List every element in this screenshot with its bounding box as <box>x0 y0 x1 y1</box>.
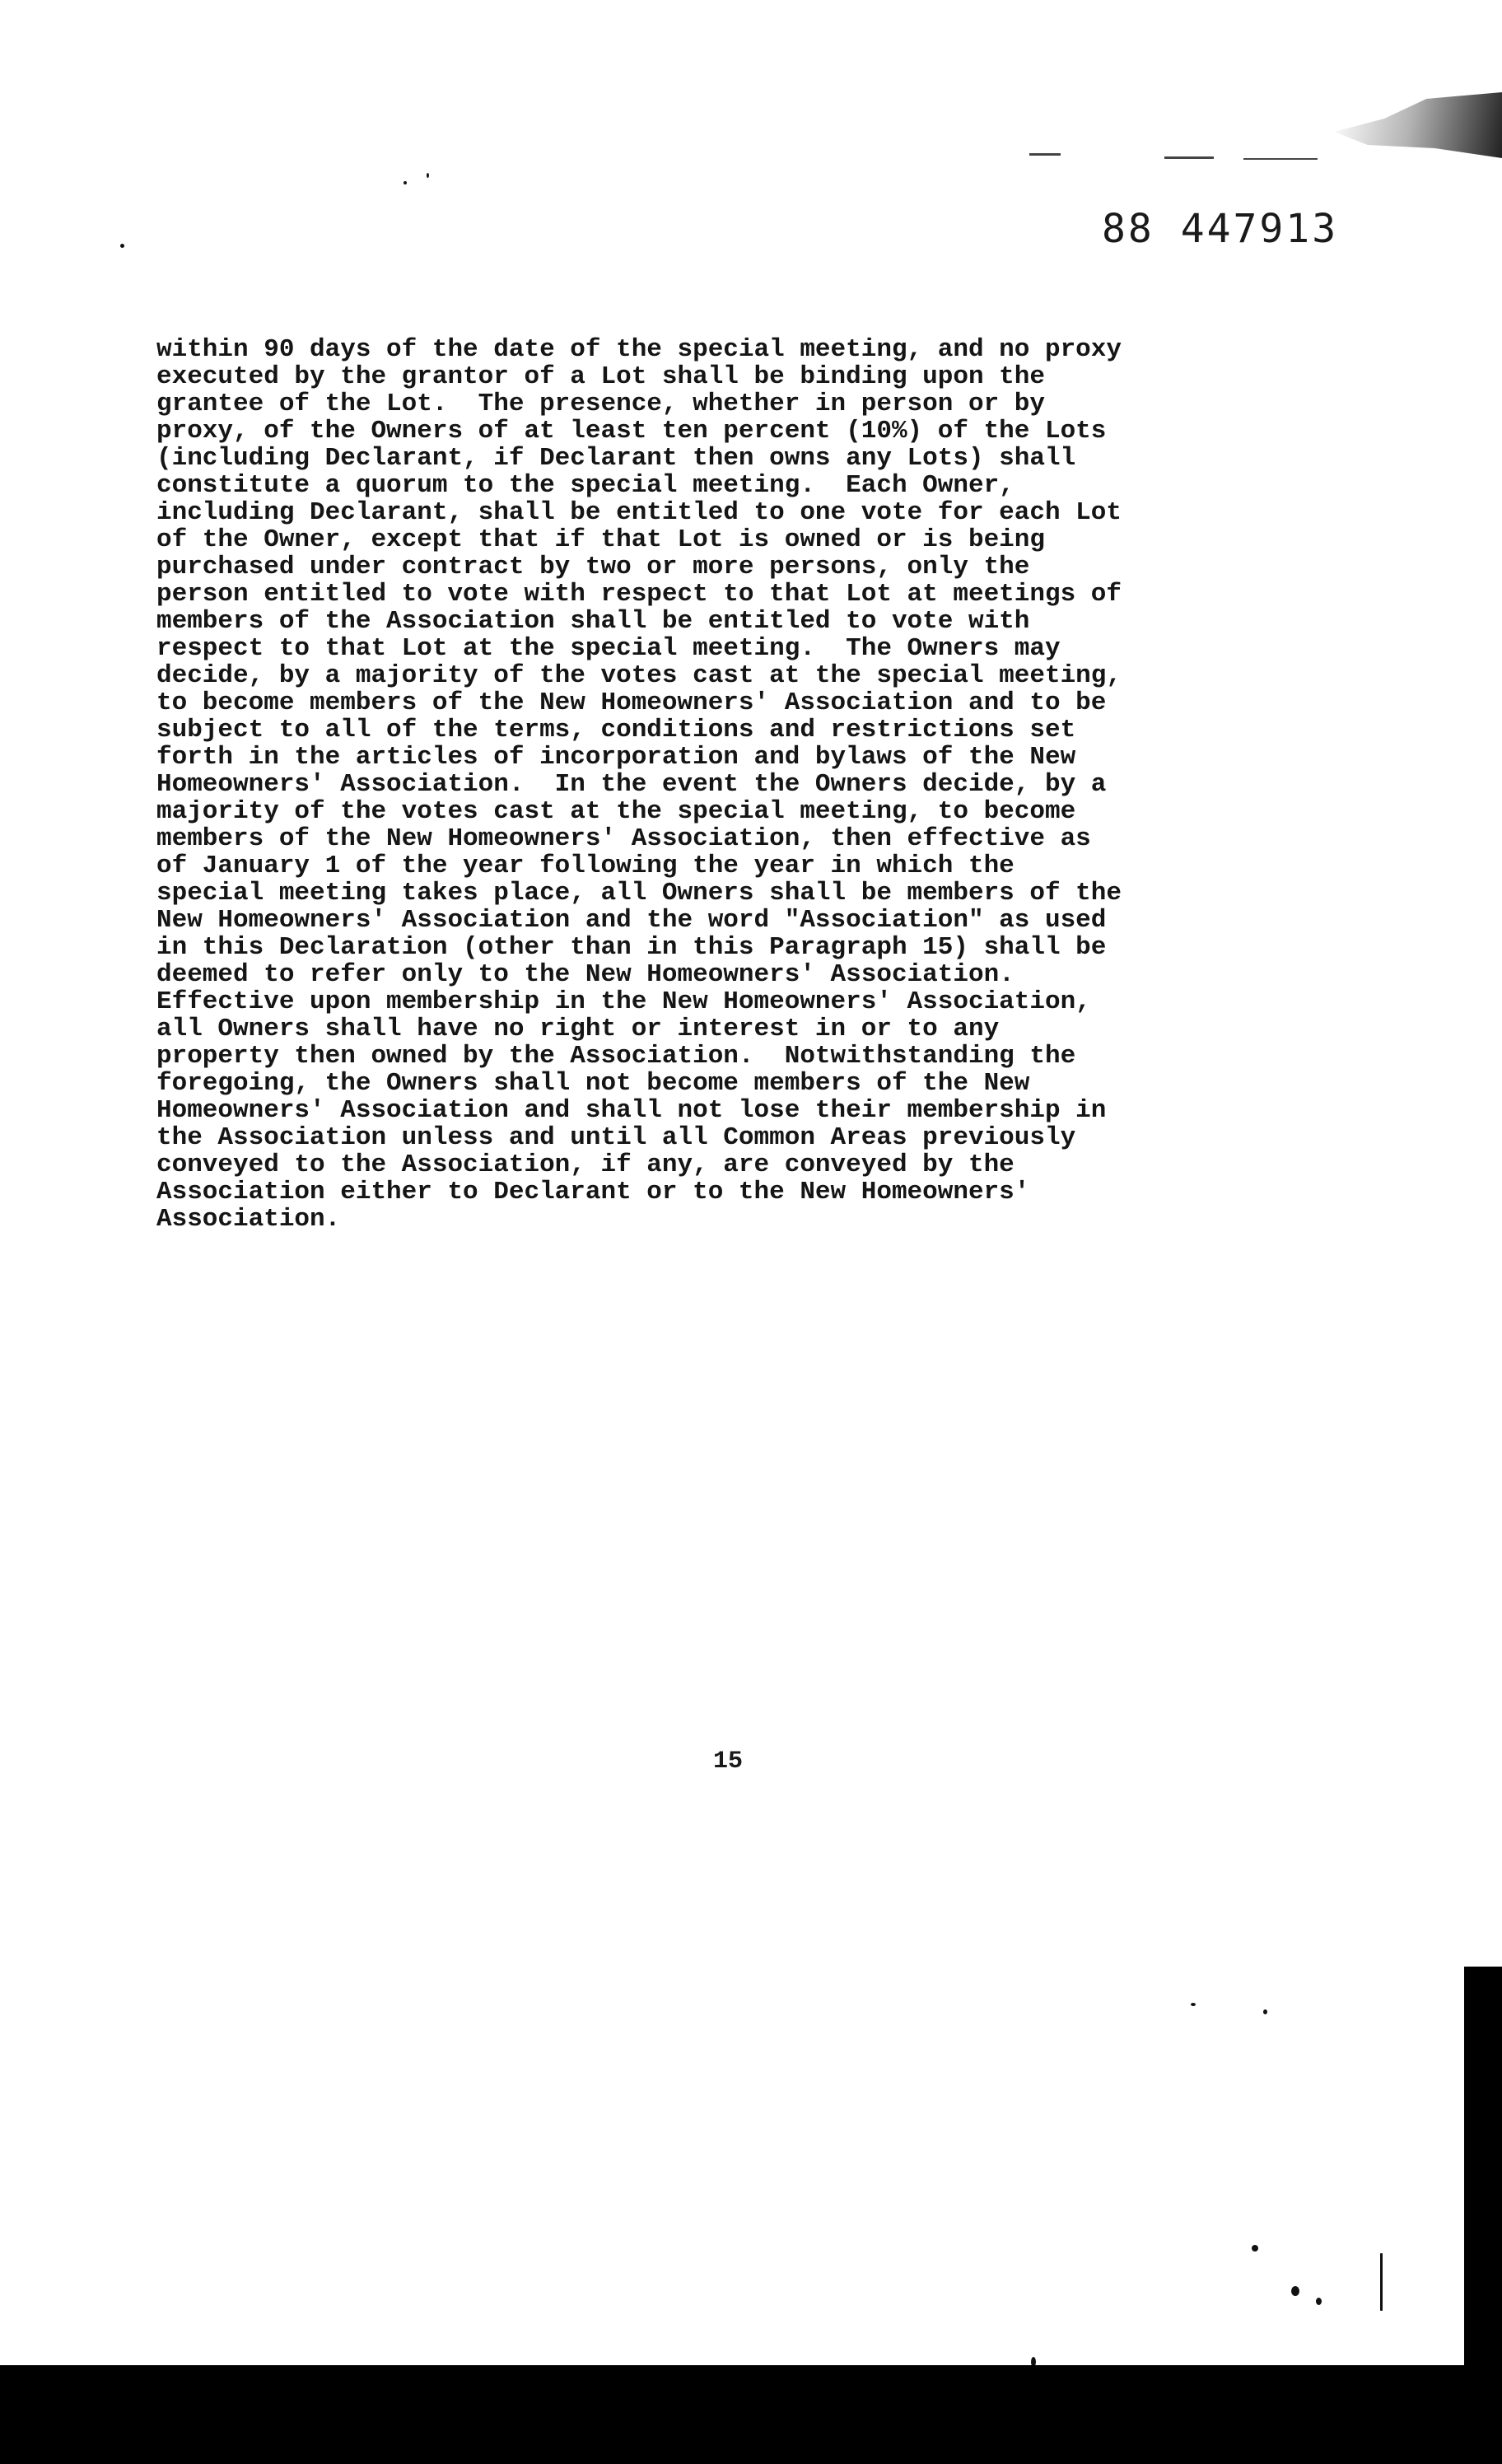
text-line: members of the Association shall be entitled to vote with <box>156 607 1030 636</box>
recording-number: 88 447913 <box>1102 206 1339 252</box>
text-line: in this Declaration (other than in this Paragraph 15) shall be <box>156 933 1107 962</box>
text-line: Association either to Declarant or to the New Homeowners' <box>156 1178 1030 1206</box>
text-line: deemed to refer only to the New Homeowners' Association. <box>156 960 1015 989</box>
scan-artifact-bottom-band <box>0 2365 1502 2464</box>
text-line: of January 1 of the year following the year in which the <box>156 852 1015 880</box>
text-line: subject to all of the terms, conditions and restrictions set <box>156 716 1076 744</box>
text-line: members of the New Homeowners' Association, then effective as <box>156 824 1091 853</box>
scan-speck <box>1191 2003 1196 2006</box>
scan-speck <box>1252 2245 1258 2252</box>
scan-speck <box>1291 2286 1299 2296</box>
text-line: majority of the votes cast at the special meeting, to become <box>156 797 1076 826</box>
text-line: property then owned by the Association. Notwithstanding the <box>156 1042 1076 1071</box>
scan-speck <box>1263 2009 1267 2014</box>
text-line: forth in the articles of incorporation and bylaws of the New <box>156 743 1076 772</box>
text-line: person entitled to vote with respect to that Lot at meetings of <box>156 580 1122 609</box>
text-line: decide, by a majority of the votes cast at the special meeting, <box>156 661 1122 690</box>
text-line: special meeting takes place, all Owners shall be members of the <box>156 879 1122 908</box>
text-line: executed by the grantor of a Lot shall be binding upon the <box>156 362 1045 391</box>
scan-artifact-dash <box>1243 158 1318 160</box>
scan-speck <box>1380 2253 1383 2311</box>
text-line: Association. <box>156 1205 341 1234</box>
text-line: constitute a quorum to the special meeting. Each Owner, <box>156 471 1015 500</box>
scan-artifact-dash <box>1164 156 1214 159</box>
text-line: to become members of the New Homeowners' Association and to be <box>156 688 1107 717</box>
text-line: Homeowners' Association. In the event the Owners decide, by a <box>156 770 1107 799</box>
text-line: (including Declarant, if Declarant then owns any Lots) shall <box>156 444 1076 473</box>
text-line: purchased under contract by two or more persons, only the <box>156 553 1030 581</box>
text-line: conveyed to the Association, if any, are conveyed by the <box>156 1150 1015 1179</box>
text-line: the Association unless and until all Common Areas previously <box>156 1123 1076 1152</box>
text-line: Homeowners' Association and shall not lose their membership in <box>156 1096 1107 1125</box>
text-line: Effective upon membership in the New Homeowners' Association, <box>156 987 1091 1016</box>
text-line: grantee of the Lot. The presence, whether in person or by <box>156 390 1045 418</box>
scan-speck <box>1316 2298 1322 2305</box>
text-line: proxy, of the Owners of at least ten percent (10%) of the Lots <box>156 417 1107 446</box>
scan-artifact-top-right <box>1334 92 1502 158</box>
text-line: foregoing, the Owners shall not become members of the New <box>156 1069 1030 1098</box>
scan-speck <box>427 173 429 178</box>
paragraph-15-text <box>156 336 1293 1233</box>
scan-speck <box>120 244 124 248</box>
scan-speck <box>403 181 407 184</box>
text-line: of the Owner, except that if that Lot is owned or is being <box>156 525 1045 554</box>
scan-artifact-dash <box>1029 153 1061 156</box>
text-line: New Homeowners' Association and the word "Association" as used <box>156 906 1107 935</box>
scan-artifact-right-bar <box>1464 1967 1502 2365</box>
text-line: all Owners shall have no right or interest in or to any <box>156 1015 1000 1043</box>
page-number: 15 <box>713 1748 744 1776</box>
text-line: within 90 days of the date of the special meeting, and no proxy <box>156 335 1122 364</box>
text-line: respect to that Lot at the special meeting. The Owners may <box>156 634 1061 663</box>
text-line: including Declarant, shall be entitled to one vote for each Lot <box>156 498 1122 527</box>
